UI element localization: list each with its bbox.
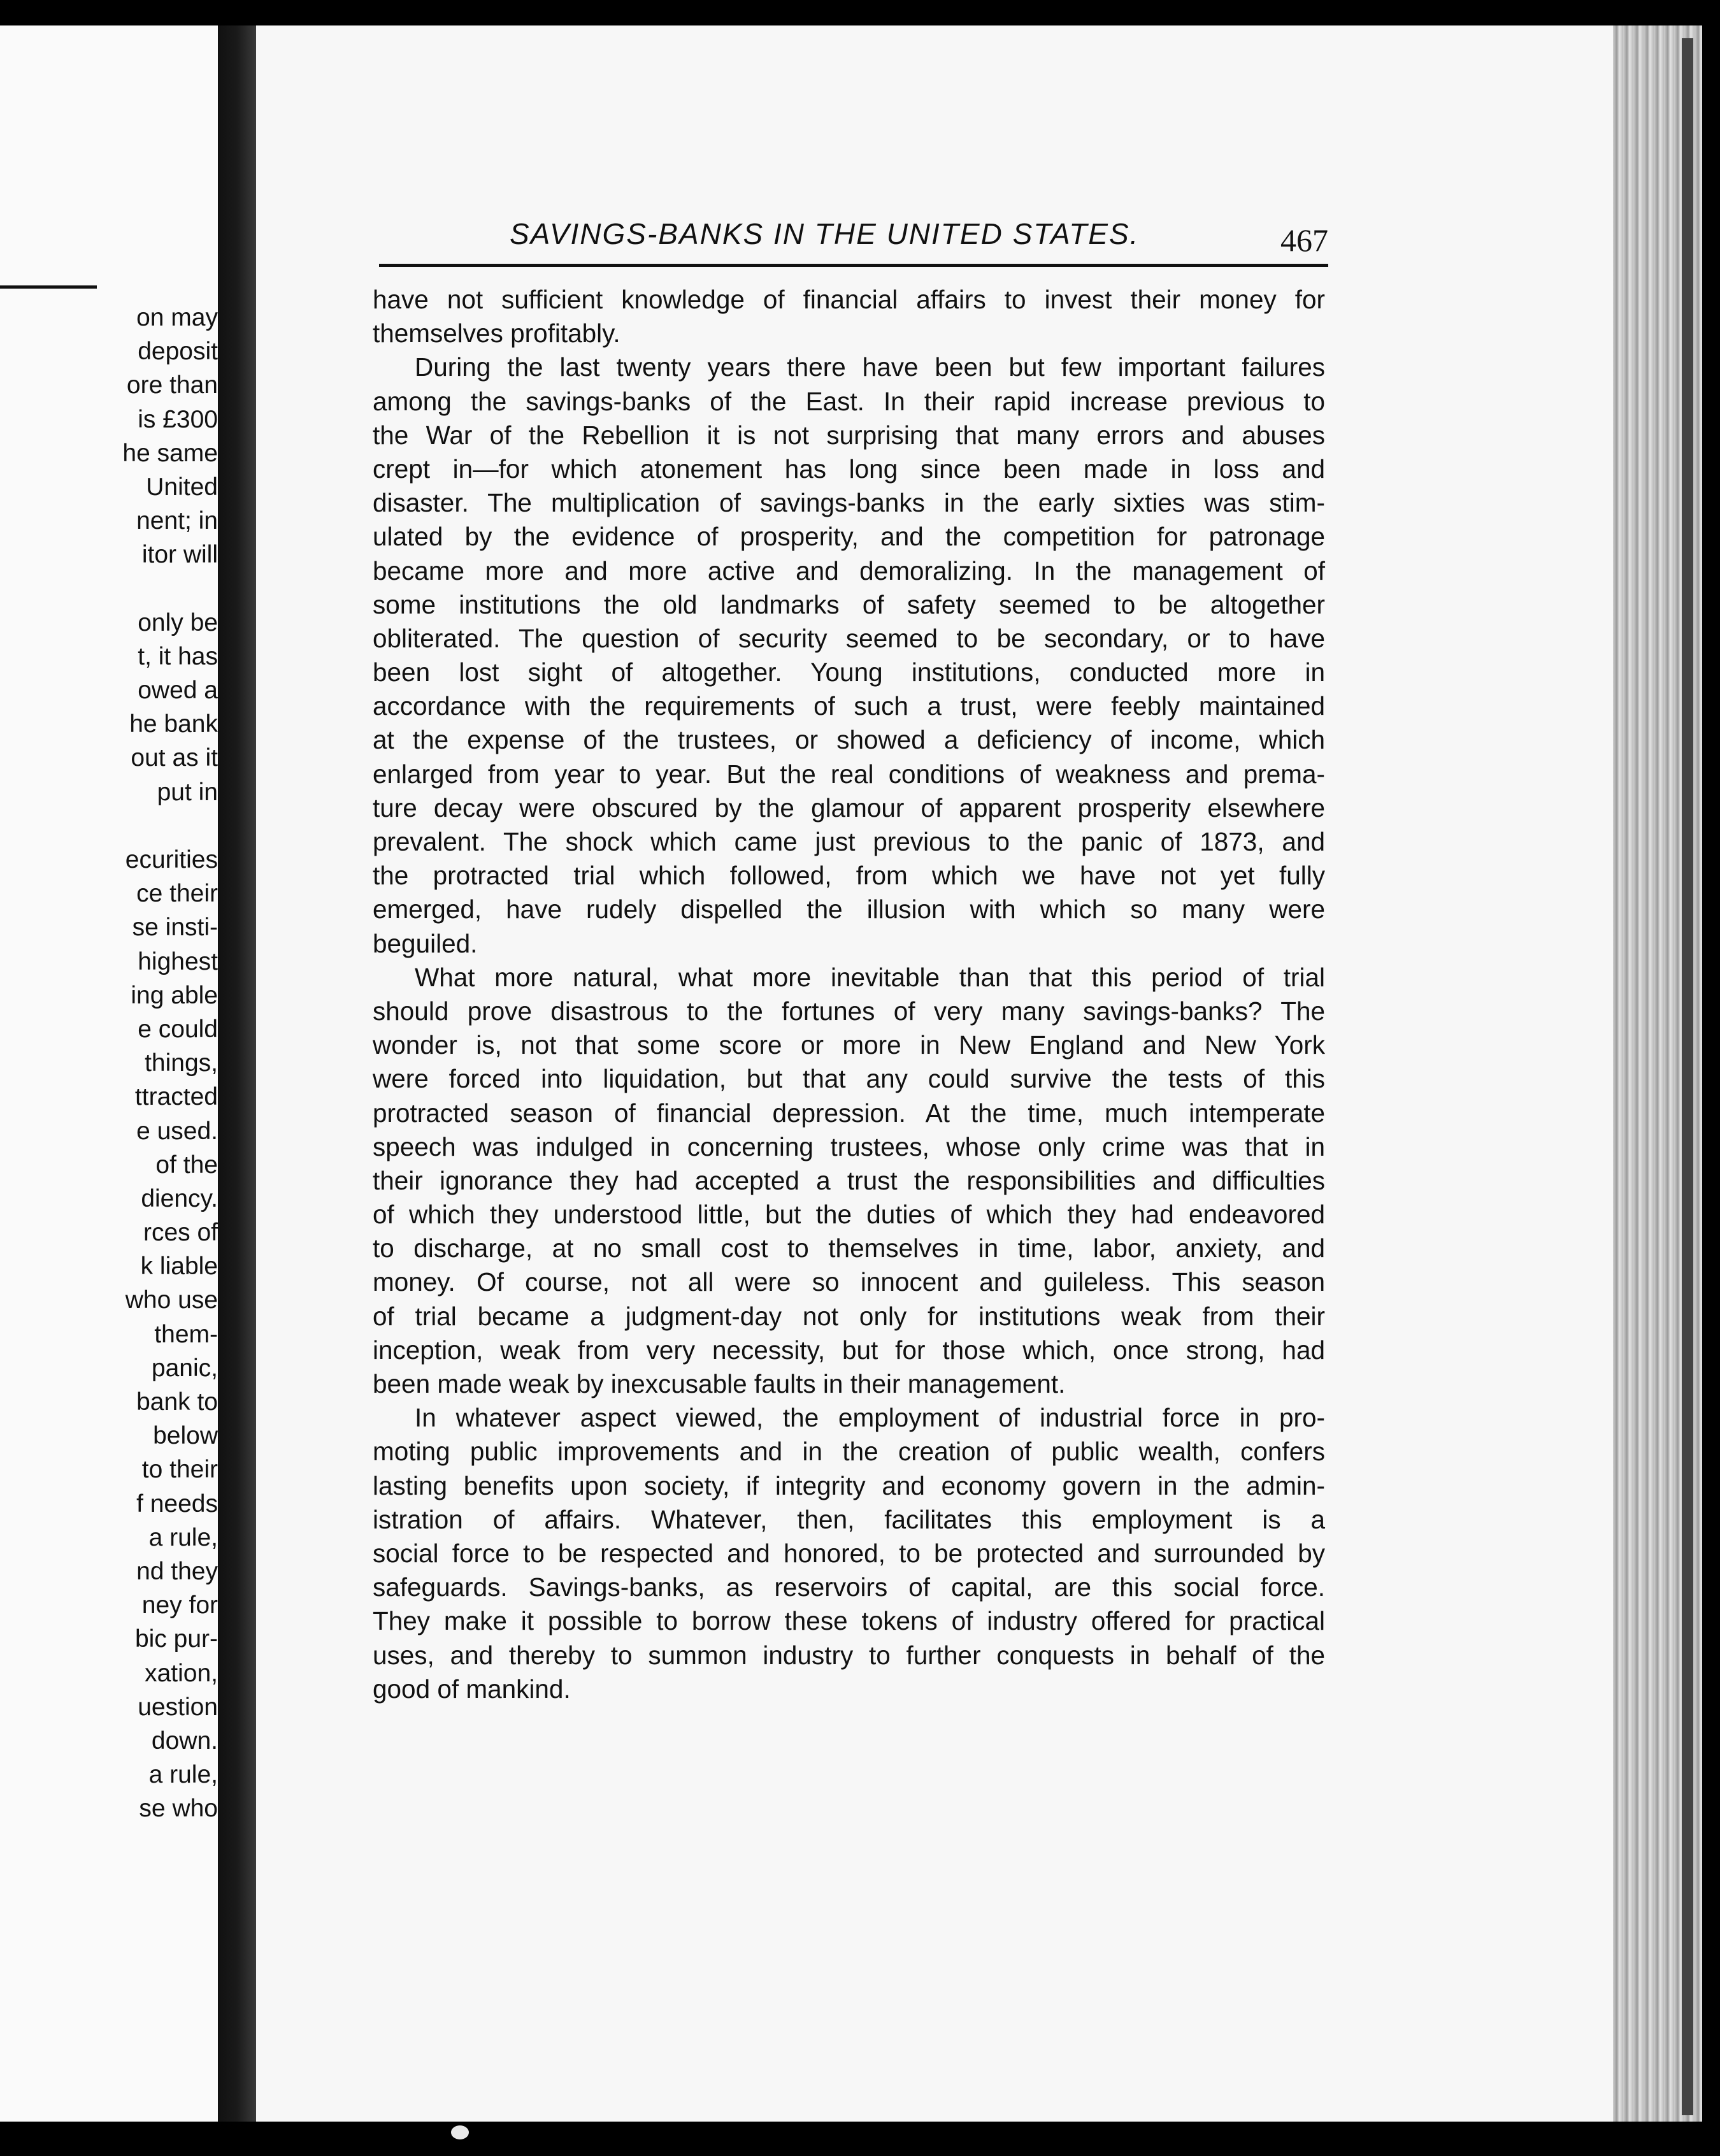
- body-line: safeguards. Savings-banks, as reservoirs of capital, are this social force.: [373, 1572, 1325, 1602]
- previous-page-line: ney for: [141, 1592, 218, 1620]
- previous-page-line: [90, 572, 218, 606]
- previous-page-line: panic,: [151, 1354, 218, 1382]
- body-line: their ignorance they had accepted a trust the responsibilities and difficulties: [373, 1165, 1325, 1195]
- body-line: speech was indulged in concerning trustees, whose only crime was that in: [373, 1132, 1325, 1161]
- body-line: During the last twenty years there have been but few important failures: [415, 352, 1325, 382]
- previous-page-line: diency.: [141, 1184, 218, 1212]
- body-line: been made weak by inexcusable faults in their management.: [373, 1369, 1066, 1398]
- previous-page-line: ttracted: [134, 1083, 218, 1111]
- body-line: emerged, have rudely dispelled the illusion with which so many were: [373, 895, 1325, 924]
- page-edge-shadow: [1682, 38, 1693, 2115]
- body-line: money. Of course, not all were so innocent and guileless. This season: [373, 1267, 1325, 1297]
- previous-page-line: uestion: [138, 1693, 218, 1721]
- previous-page-line: highest: [138, 947, 218, 975]
- previous-page-line: to their: [141, 1456, 218, 1484]
- body-line: obliterated. The question of security seemed to be secondary, or to have: [373, 623, 1325, 653]
- body-line: the War of the Rebellion it is not surprising that many errors and abuses: [373, 420, 1325, 450]
- previous-page-line: only be: [138, 608, 218, 636]
- previous-page-line: ore than: [126, 371, 218, 399]
- body-line: have not sufficient knowledge of financial affairs to invest their money for: [373, 285, 1325, 314]
- previous-page-line: rces of: [143, 1219, 218, 1247]
- previous-page-line: nent; in: [136, 507, 218, 535]
- body-line: ulated by the evidence of prosperity, and the competition for patronage: [373, 522, 1325, 552]
- body-line: beguiled.: [373, 928, 478, 958]
- previous-page-line: se insti-: [132, 914, 218, 942]
- previous-page-line: out as it: [131, 744, 218, 772]
- body-line: the protracted trial which followed, from which we have not yet fully: [373, 861, 1325, 891]
- book-gutter: [218, 25, 256, 2122]
- previous-page-text: [90, 301, 218, 1825]
- body-line: were forced into liquidation, but that any could survive the tests of this: [373, 1064, 1325, 1094]
- body-line: disaster. The multiplication of savings-banks in the early sixties was stim-: [373, 488, 1325, 518]
- previous-page-line: a rule,: [148, 1523, 218, 1551]
- body-line: at the expense of the trustees, or showed a deficiency of income, which: [373, 725, 1325, 755]
- previous-page-line: put in: [157, 778, 218, 806]
- body-line: inception, weak from very necessity, but for those which, once strong, had: [373, 1335, 1325, 1365]
- body-line: social force to be respected and honored, to be protected and surrounded by: [373, 1538, 1325, 1568]
- body-line: prevalent. The shock which came just previous to the panic of 1873, and: [373, 827, 1325, 856]
- previous-page-line: is £300: [138, 405, 218, 433]
- body-line: been lost sight of altogether. Young institutions, conducted more in: [373, 658, 1325, 687]
- previous-page-line: United: [146, 473, 218, 501]
- previous-page-line: bank to: [136, 1388, 218, 1416]
- body-line: of which they understood little, but the duties of which they had endeavored: [373, 1200, 1325, 1230]
- body-line: lasting benefits upon society, if integrity and economy govern in the admin-: [373, 1470, 1325, 1500]
- previous-page-line: t, it has: [138, 642, 218, 670]
- previous-page-line: k liable: [140, 1253, 218, 1281]
- body-line: should prove disastrous to the fortunes of very many savings-banks? The: [373, 996, 1325, 1026]
- previous-page-line: bic pur-: [134, 1625, 218, 1653]
- previous-page-line: [90, 809, 218, 843]
- body-line: moting public improvements and in the creation of public wealth, confers: [373, 1437, 1325, 1467]
- previous-page-header-rule: [0, 285, 97, 289]
- previous-page-line: e used.: [136, 1117, 218, 1145]
- body-line: ture decay were obscured by the glamour of apparent prosperity elsewhere: [373, 793, 1325, 823]
- body-line: protracted season of financial depression. At the time, much intemperate: [373, 1098, 1325, 1128]
- previous-page-line: e could: [138, 1015, 218, 1043]
- previous-page-line: who use: [125, 1286, 218, 1314]
- previous-page-line: itor will: [141, 541, 218, 569]
- body-text: [373, 283, 1325, 1706]
- body-line: accordance with the requirements of such a trust, were feebly maintained: [373, 691, 1325, 721]
- previous-page-line: owed a: [138, 677, 218, 705]
- body-line: They make it possible to borrow these tokens of industry offered for practical: [373, 1606, 1325, 1636]
- body-line: enlarged from year to year. But the real conditions of weakness and prema-: [373, 759, 1325, 789]
- body-line: In whatever aspect viewed, the employment of industrial force in pro-: [415, 1403, 1325, 1433]
- body-line: wonder is, not that some score or more in New England and New York: [373, 1030, 1325, 1060]
- previous-page-line: on may: [136, 304, 218, 331]
- running-title: SAVINGS-BANKS IN THE UNITED STATES.: [510, 217, 1140, 250]
- previous-page-line: below: [153, 1422, 218, 1450]
- previous-page-line: deposit: [138, 338, 218, 366]
- body-line: What more natural, what more inevitable than that this period of trial: [415, 962, 1325, 992]
- previous-page-line: f needs: [136, 1490, 218, 1518]
- previous-page-line: down.: [151, 1727, 218, 1755]
- body-line: some institutions the old landmarks of safety seemed to be altogether: [373, 589, 1325, 619]
- body-line: of trial became a judgment-day not only for institutions weak from their: [373, 1301, 1325, 1331]
- previous-page-line: things,: [145, 1049, 218, 1077]
- scan-mark: [451, 2125, 469, 2139]
- body-line: among the savings-banks of the East. In their rapid increase previous to: [373, 386, 1325, 416]
- body-line: crept in—for which atonement has long since been made in loss and: [373, 454, 1325, 484]
- previous-page-line: he same: [122, 439, 218, 467]
- body-line: istration of affairs. Whatever, then, facilitates this employment is a: [373, 1504, 1325, 1534]
- body-line: to discharge, at no small cost to themselves in time, labor, anxiety, and: [373, 1233, 1325, 1263]
- body-line: themselves profitably.: [373, 319, 620, 349]
- previous-page-line: xation,: [145, 1659, 218, 1687]
- body-line: uses, and thereby to summon industry to further conquests in behalf of the: [373, 1640, 1325, 1670]
- previous-page-line: nd they: [136, 1557, 218, 1585]
- previous-page-line: a rule,: [148, 1761, 218, 1789]
- previous-page-line: se who: [139, 1795, 218, 1823]
- header-rule: [379, 264, 1328, 267]
- body-line: good of mankind.: [373, 1674, 571, 1704]
- previous-page-line: ce their: [136, 880, 218, 908]
- previous-page-fragment: [0, 25, 218, 2122]
- body-line: became more and more active and demoralizing. In the management of: [373, 556, 1325, 586]
- page-number: 467: [1280, 222, 1328, 258]
- previous-page-line: he bank: [129, 710, 218, 738]
- previous-page-line: ecurities: [125, 846, 218, 873]
- previous-page-line: ing able: [131, 981, 218, 1009]
- previous-page-line: of the: [155, 1151, 218, 1179]
- previous-page-line: them-: [154, 1320, 218, 1348]
